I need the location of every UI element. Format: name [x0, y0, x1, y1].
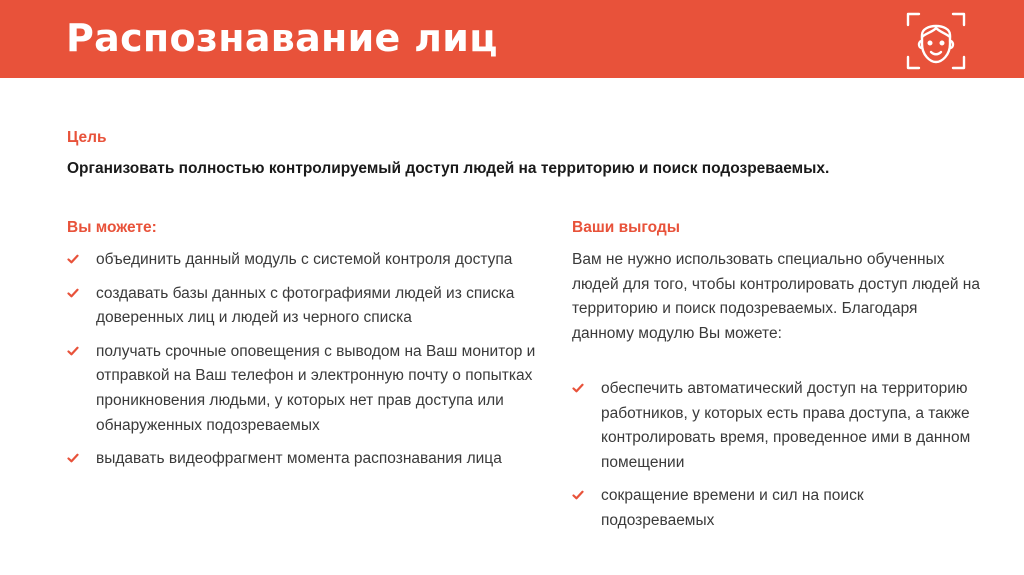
checkmark-icon	[67, 452, 79, 464]
capabilities-list	[67, 248, 537, 481]
checkmark-icon	[572, 489, 584, 501]
checkmark-icon	[67, 345, 79, 357]
checkmark-icon	[67, 253, 79, 265]
checkmark-icon	[67, 287, 79, 299]
page-title: Распознавание лиц	[66, 16, 498, 60]
list-item	[67, 248, 537, 273]
goal-text: Организовать полностью контролируемый доступ людей на территорию и поиск подозреваемых.	[67, 160, 830, 177]
list-item-text: сокращение времени и сил на поиск подозреваемых	[601, 487, 864, 529]
left-column-title: Вы можете:	[67, 219, 157, 236]
benefits-intro: Вам не нужно использовать специально обученных людей для того, чтобы контролировать доступ людей на территорию и поиск подозреваемых. Благодаря данному модулю Вы можете:	[572, 251, 980, 342]
list-item	[67, 282, 537, 331]
list-item-text: выдавать видеофрагмент момента распознавания лица	[96, 450, 502, 468]
list-item	[572, 377, 972, 475]
list-item	[67, 447, 537, 472]
list-item	[67, 340, 537, 438]
list-item-text: обеспечить автоматический доступ на территорию работников, у которых есть права доступа, а также контролировать время, проведенное ими в данном помещении	[601, 380, 971, 471]
list-item-text: объединить данный модуль с системой контроля доступа	[96, 251, 513, 268]
benefits-list	[572, 377, 972, 543]
header-bar	[0, 0, 1024, 78]
list-item	[572, 484, 972, 533]
checkmark-icon	[572, 382, 584, 394]
list-item-text: создавать базы данных с фотографиями людей из списка доверенных лиц и людей из черного списка	[96, 284, 515, 327]
goal-label: Цель	[67, 129, 107, 146]
face-recognition-icon	[905, 11, 967, 71]
list-item-text: получать срочные оповещения с выводом на Ваш монитор и отправкой на Ваш телефон и электронную почту о попытках проникновения людьми, у которых нет прав доступа или обнаруженных подозреваемых	[96, 342, 536, 434]
right-column-title: Ваши выгоды	[572, 219, 680, 236]
